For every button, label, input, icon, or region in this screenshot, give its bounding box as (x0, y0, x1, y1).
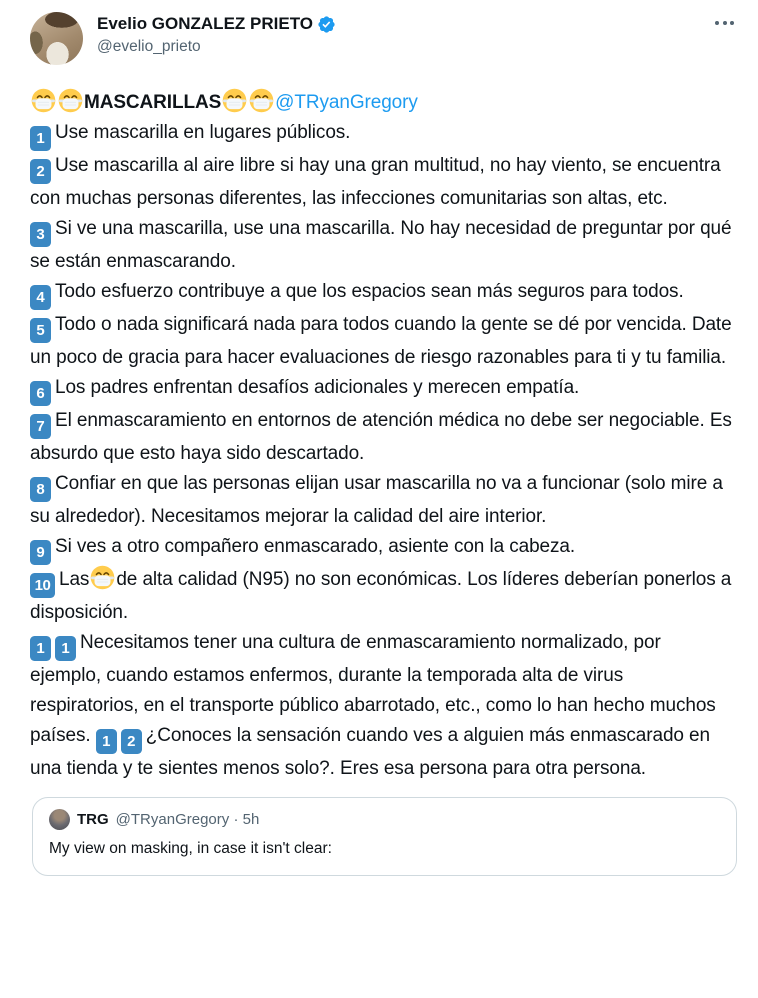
mention-link[interactable]: @TRyanGregory (275, 92, 418, 113)
quoted-timestamp: 5h (242, 810, 260, 828)
tweet-line (30, 532, 736, 565)
tweet-header (30, 12, 736, 65)
tweet-text-segment: El enmascaramiento en entornos de atención médica no debe ser negociable. Es absurdo que esto haya sido descartado. (30, 410, 732, 464)
keycap-2-emoji: 2 (121, 729, 142, 754)
tweet-text-segment: Si ve una mascarilla, use una mascarilla. No hay necesidad de preguntar por qué se están enmascarando. (30, 218, 732, 272)
separator-dot: · (233, 810, 239, 828)
tweet-text-segment: ¿Conoces la sensación cuando ves a alguien más enmascarado en una tienda y te sientes menos solo?. Eres esa persona para otra persona. (30, 725, 710, 779)
user-handle[interactable]: @evelio_prieto (97, 38, 201, 55)
tweet-line (30, 277, 736, 310)
keycap-1-emoji: 1 (30, 636, 51, 661)
tweet-text-segment: de alta calidad (N95) no son económicas. Los líderes deberían ponerlos a disposición. (30, 569, 732, 623)
author-identity (97, 12, 715, 57)
quoted-avatar (49, 809, 70, 830)
keycap-3-emoji: 3 (30, 222, 51, 247)
tweet-text-segment: Los padres enfrentan desafíos adicionales y merecen empatía. (55, 377, 580, 398)
more-options-button[interactable] (715, 12, 736, 25)
quoted-tweet-text: My view on masking, in case it isn't clear: (49, 840, 332, 857)
keycap-1-emoji: 1 (96, 729, 117, 754)
verified-badge-icon (317, 15, 336, 34)
face-with-medical-mask-emoji (58, 88, 83, 113)
keycap-10-emoji: 10 (30, 573, 55, 598)
tweet-line (30, 310, 736, 373)
keycap-8-emoji: 8 (30, 477, 51, 502)
avatar[interactable] (30, 12, 83, 65)
tweet-line (30, 151, 736, 214)
tweet-text-segment: Todo esfuerzo contribuye a que los espacios sean más seguros para todos. (55, 281, 684, 302)
tweet-text-segment: Confiar en que las personas elijan usar mascarilla no va a funcionar (solo mire a su alrededor). Necesitamos mejorar la calidad del aire interior. (30, 473, 723, 527)
tweet-text-segment: Todo o nada significará nada para todos cuando la gente se dé por vencida. Date un poco de gracia para hacer evaluaciones de riesgo razonables para ti y tu familia. (30, 314, 732, 368)
quoted-tweet[interactable] (32, 797, 737, 876)
keycap-1-emoji: 1 (55, 636, 76, 661)
tweet-line (30, 118, 736, 151)
tweet-text-segment: Use mascarilla al aire libre si hay una gran multitud, no hay viento, se encuentra con muchas personas diferentes, las infecciones comunitarias son altas, etc. (30, 155, 721, 209)
keycap-5-emoji: 5 (30, 318, 51, 343)
tweet-text (30, 88, 736, 784)
tweet-line (30, 373, 736, 406)
keycap-9-emoji: 9 (30, 540, 51, 565)
tweet-text-segment: Use mascarilla en lugares públicos. (55, 122, 351, 143)
tweet-text-segment: Necesitamos tener una cultura de enmascaramiento normalizado, por ejemplo, cuando estamos enfermos, durante la temporada alta de virus respiratorios, en el transporte público abarrotado, etc., como lo han hecho muchos países. (30, 632, 716, 746)
tweet-line (30, 406, 736, 469)
quoted-display-name: TRG (77, 810, 109, 828)
keycap-4-emoji: 4 (30, 285, 51, 310)
tweet-line (30, 628, 736, 784)
display-name[interactable]: Evelio GONZALEZ PRIETO (97, 14, 313, 33)
tweet-line (30, 214, 736, 277)
face-with-medical-mask-emoji (31, 88, 56, 113)
tweet-line (30, 469, 736, 532)
face-with-medical-mask-emoji (90, 565, 115, 590)
keycap-2-emoji: 2 (30, 159, 51, 184)
tweet-text-segment: Las (59, 569, 90, 590)
keycap-6-emoji: 6 (30, 381, 51, 406)
keycap-1-emoji: 1 (30, 126, 51, 151)
tweet-text-segment: Si ves a otro compañero enmascarado, asiente con la cabeza. (55, 536, 576, 557)
quoted-tweet-header (49, 809, 720, 830)
keycap-7-emoji: 7 (30, 414, 51, 439)
face-with-medical-mask-emoji (249, 88, 274, 113)
face-with-medical-mask-emoji (222, 88, 247, 113)
tweet-text-segment: MASCARILLAS (84, 92, 222, 113)
tweet-line (30, 88, 736, 118)
more-horizontal-icon (715, 21, 719, 25)
tweet-line (30, 565, 736, 628)
quoted-handle: @TRyanGregory · 5h (115, 810, 260, 828)
